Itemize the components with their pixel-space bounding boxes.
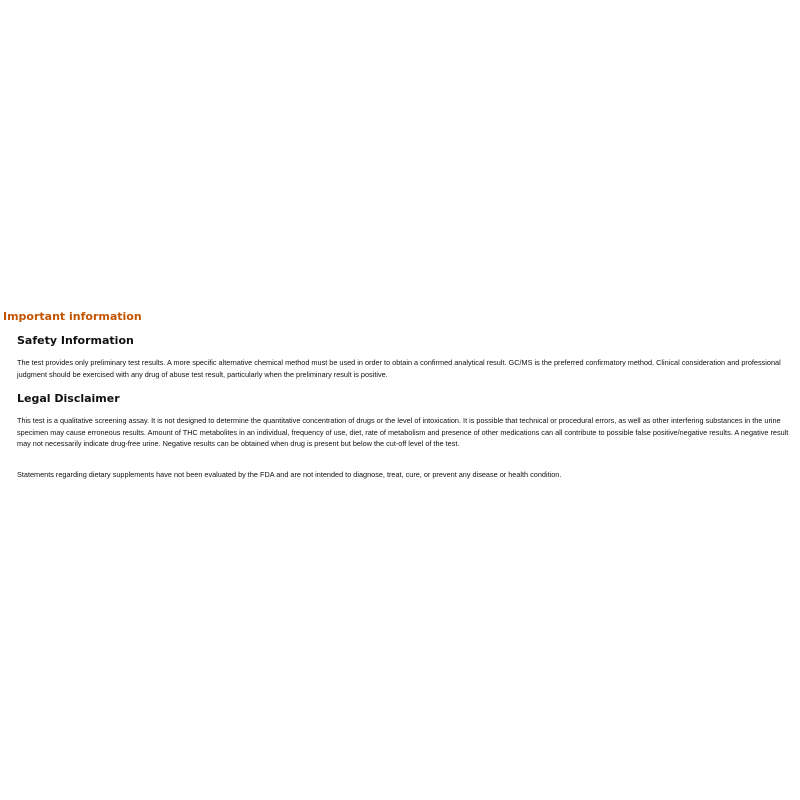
safety-information-text: The test provides only preliminary test results. A more specific alternative chemical method must be used in order to obtain a confirmed analytical result. GC/MS is the preferred confirmatory method. Clinical consideration and professional judgment should be exercised with any drug of abuse test result, particularly when the preliminary result is positive. (17, 358, 781, 379)
legal-disclaimer-heading: Legal Disclaimer (17, 392, 120, 405)
legal-disclaimer-text: This test is a qualitative screening assay. It is not designed to determine the quantitative concentration of drugs or the level of intoxication. It is possible that technical or procedural errors, as well as other interfering substances in the urine specimen may cause erroneous results. Amount of THC metabolites in an individual, frequency of use, diet, rate of metabolism and presence of other medications can all contribute to possible false positive/negative results. A negative result may not necessarily indicate drug-free urine. Negative results can be obtained when drug is present but below the cut-off level of the test. (17, 416, 789, 448)
important-information-heading: Important information (3, 310, 142, 323)
safety-information-heading: Safety Information (17, 334, 134, 347)
dietary-supplement-statement: Statements regarding dietary supplements have not been evaluated by the FDA and are not intended to diagnose, treat, cure, or prevent any disease or health condition. (17, 470, 562, 479)
